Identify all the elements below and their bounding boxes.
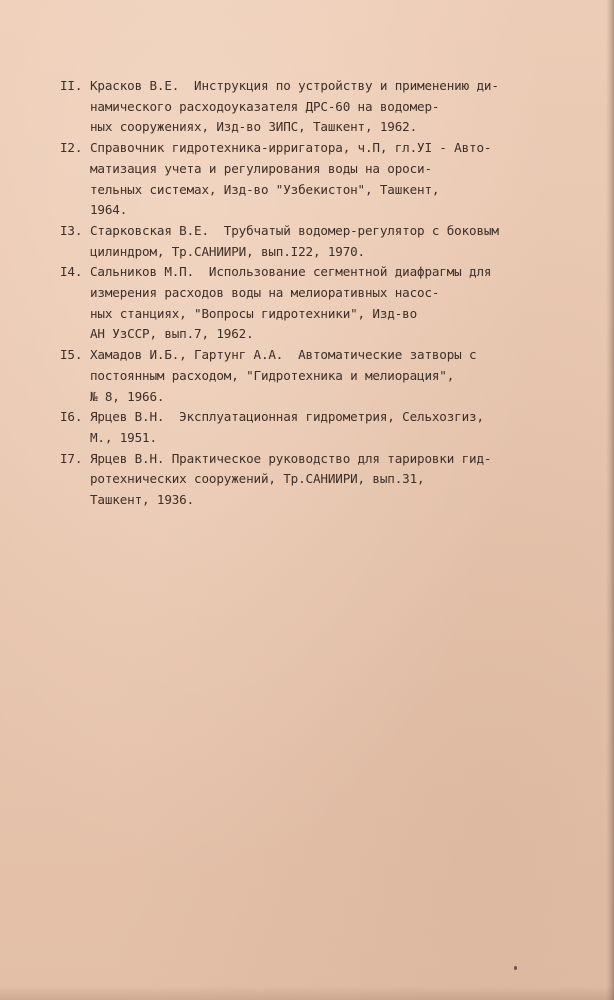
reference-item-14	[60, 262, 550, 345]
reference-line: Ярцев В.Н. Эксплуатационная гидрометрия, Сельхозгиз,	[90, 409, 484, 425]
reference-line: намического расходоуказателя ДРС-60 на водомер-	[90, 98, 440, 114]
reference-line: 1964.	[90, 202, 128, 218]
reference-item-11	[60, 76, 550, 138]
reference-number: I5.	[60, 347, 83, 363]
reference-number: I4.	[60, 264, 83, 280]
reference-text	[90, 449, 550, 511]
reference-text	[90, 221, 550, 262]
reference-list	[60, 76, 550, 511]
reference-line: ных сооружениях, Изд-во ЗИПС, Ташкент, 1962.	[90, 119, 418, 135]
reference-item-13	[60, 221, 550, 262]
reference-text	[90, 345, 550, 407]
reference-item-15	[60, 345, 550, 407]
reference-text	[90, 407, 550, 448]
reference-line: Хамадов И.Б., Гартунг А.А. Автоматические затворы с	[90, 347, 477, 363]
reference-item-17	[60, 449, 550, 511]
reference-text	[90, 76, 550, 138]
reference-number: I3.	[60, 222, 83, 238]
reference-line: Старковская В.Е. Трубчатый водомер-регулятор с боковым	[90, 222, 499, 238]
reference-line: цилиндром, Тр.САНИИРИ, вып.I22, 1970.	[90, 243, 365, 259]
reference-line: ных станциях, "Вопросы гидротехники", Изд-во	[90, 305, 418, 321]
reference-number: I6.	[60, 409, 83, 425]
reference-line: Сальников М.П. Использование сегментной диафрагмы для	[90, 264, 492, 280]
reference-line: постоянным расходом, "Гидротехника и мелиорация",	[90, 367, 455, 383]
reference-line: АН УзССР, вып.7, 1962.	[90, 326, 254, 342]
reference-text	[90, 138, 550, 221]
reference-line: № 8, 1966.	[90, 388, 165, 404]
reference-line: измерения расходов воды на мелиоративных насос-	[90, 285, 440, 301]
paper-speck	[514, 966, 517, 970]
reference-item-12	[60, 138, 550, 221]
reference-line: ротехнических сооружений, Тр.САНИИРИ, вып.31,	[90, 471, 425, 487]
reference-number: I2.	[60, 140, 83, 156]
reference-number: I7.	[60, 450, 83, 466]
reference-line: Ташкент, 1936.	[90, 492, 195, 508]
reference-line: М., 1951.	[90, 429, 157, 445]
reference-line: тельных системах, Изд-во "Узбекистон", Ташкент,	[90, 181, 440, 197]
reference-line: матизация учета и регулирования воды на ороси-	[90, 160, 432, 176]
reference-number: II.	[60, 78, 83, 93]
reference-line: Ярцев В.Н. Практическое руководство для тарировки гид-	[90, 450, 492, 466]
reference-item-16	[60, 407, 550, 448]
reference-line: Красков В.Е. Инструкция по устройству и применению ди-	[90, 78, 499, 93]
reference-text	[90, 262, 550, 345]
reference-line: Справочник гидротехника-ирригатора, ч.П, гл.УI - Авто-	[90, 140, 492, 156]
